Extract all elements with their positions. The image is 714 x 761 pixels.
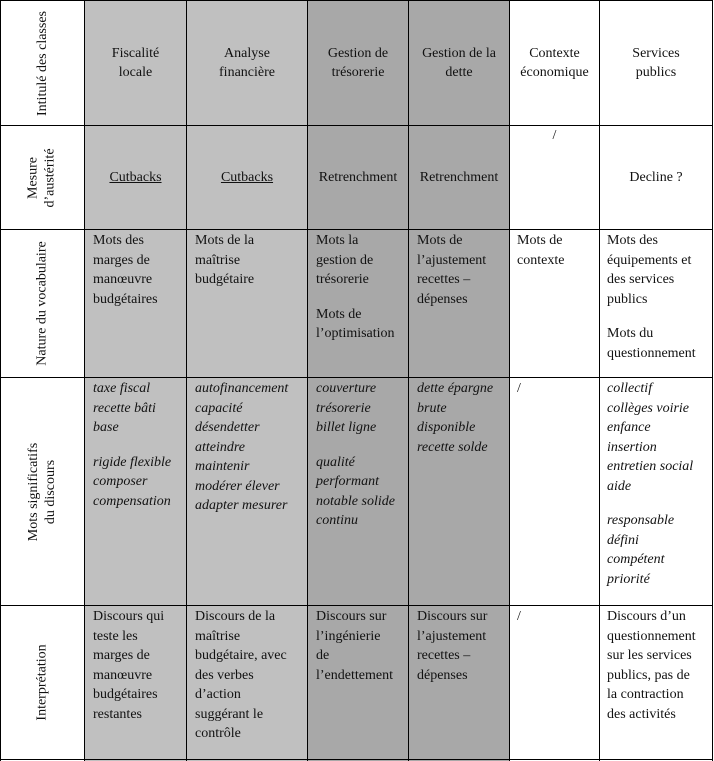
text-line: manœuvre <box>93 272 153 287</box>
title-line: Fiscalité <box>111 45 160 61</box>
keyword-line: couverture <box>316 381 377 396</box>
text-line: restantes <box>93 706 142 722</box>
keyword-line: collèges voirie <box>607 400 690 416</box>
keyword-line: insertion <box>607 439 657 455</box>
border-h2 <box>0 229 713 230</box>
title-line: Analyse <box>224 45 270 61</box>
row-header-classes-text: Intitulé des classes <box>34 10 50 116</box>
text-line: recettes – <box>417 648 471 663</box>
keyword-line: recette bâti <box>93 400 156 416</box>
row-header-interpretation-text: Interprétation <box>34 644 50 721</box>
text-line: contrôle <box>195 726 241 741</box>
keyword-line: entretien social <box>607 459 694 474</box>
mesure-value: Cutbacks <box>220 169 274 185</box>
nature-cell <box>195 231 305 290</box>
text-line: l’optimisation <box>316 326 395 341</box>
text-line: Mots des <box>93 233 144 248</box>
text-line: questionnement <box>607 345 696 361</box>
text-line: budgétaires <box>93 291 158 307</box>
text-line: Discours sur <box>316 609 387 624</box>
mesure-value: Retrenchment <box>318 169 398 185</box>
row-header-nature-text: Nature du vocabulaire <box>34 241 50 366</box>
nature-cell <box>607 231 712 363</box>
interpretation-value: / <box>517 609 521 624</box>
mesure-value: / <box>552 128 557 143</box>
title-line: Gestion de la <box>422 45 496 61</box>
title-line: publics <box>635 65 677 80</box>
keyword-line: compétent <box>607 552 665 567</box>
keyword-line: atteindre <box>195 439 246 455</box>
keyword-line: recette solde <box>417 439 488 455</box>
row-header-mots-line: du discours <box>43 459 59 524</box>
text-line: Mots la <box>316 233 359 248</box>
text-line: des verbes <box>195 667 254 683</box>
title-line: Contexte <box>529 45 580 61</box>
keyword-line: défini <box>607 532 639 548</box>
keyword-line: aide <box>607 478 632 494</box>
title-line: locale <box>118 65 153 80</box>
keyword-line: qualité <box>316 454 355 470</box>
keyword-line: taxe fiscal <box>93 381 151 396</box>
text-line: marges de <box>93 648 150 663</box>
keyword-line: collectif <box>607 381 653 396</box>
interpretation-cell <box>316 607 408 685</box>
keyword-line: composer <box>93 474 148 489</box>
keyword-line: adapter mesurer <box>195 498 288 513</box>
keyword-line: brute <box>417 400 447 416</box>
mots-value: / <box>517 381 521 396</box>
mesure-cell <box>85 126 186 229</box>
nature-cell <box>517 231 599 270</box>
text-line: dépenses <box>417 667 468 683</box>
title-line: trésorerie <box>331 65 385 80</box>
keyword-line: capacité <box>195 400 243 416</box>
title-line: Services <box>632 45 680 61</box>
text-line: l’ajustement <box>417 252 487 268</box>
text-line: Discours d’un <box>607 609 686 624</box>
keyword-line: rigide flexible <box>93 454 172 470</box>
text-line: l’ajustement <box>417 628 487 644</box>
row-header-mots-line: Mots significatifs <box>26 442 42 541</box>
keyword-line: trésorerie <box>316 400 371 416</box>
text-line: marges de <box>93 252 150 268</box>
keyword-line: performant <box>316 474 379 489</box>
keyword-line: désendetter <box>195 420 260 435</box>
keyword-line: responsable <box>607 513 675 528</box>
keyword-line: autofinancement <box>195 381 289 396</box>
mots-cell <box>517 379 599 399</box>
column-title <box>85 1 186 125</box>
text-line: dépenses <box>417 291 468 307</box>
text-line: sur les services <box>607 648 692 663</box>
text-line: de <box>316 648 330 663</box>
interpretation-cell <box>517 607 599 627</box>
row-header-classes <box>0 1 84 125</box>
keyword-line: dette épargne <box>417 381 494 396</box>
keyword-line: compensation <box>93 493 171 509</box>
keyword-line: continu <box>316 513 358 528</box>
text-line: publics, pas de <box>607 667 690 683</box>
title-line: financière <box>219 65 275 80</box>
mesure-cell <box>409 126 509 229</box>
text-line: l’endettement <box>316 667 393 683</box>
text-line: budgétaire, avec <box>195 648 287 663</box>
row-header-nature <box>0 230 84 377</box>
text-line: Mots de <box>517 233 563 248</box>
row-header-mots <box>0 378 84 605</box>
nature-cell <box>316 231 408 344</box>
mesure-value: Cutbacks <box>109 169 162 185</box>
text-line: d’action <box>195 687 241 702</box>
keyword-line: modérer élever <box>195 478 280 494</box>
border-h5 <box>0 759 713 760</box>
text-line: l’ingénierie <box>316 628 381 644</box>
text-line: questionnement <box>607 628 696 644</box>
text-line: contexte <box>517 252 565 268</box>
border-h4 <box>0 605 713 606</box>
mesure-value: Decline ? <box>629 169 683 185</box>
text-line: trésorerie <box>316 272 369 287</box>
text-line: Mots de <box>417 233 463 248</box>
text-line: budgétaires <box>93 687 158 702</box>
mots-cell <box>316 379 408 531</box>
text-line: Discours qui <box>93 609 165 624</box>
title-line: dette <box>445 65 473 80</box>
text-line: Mots des <box>607 233 658 248</box>
title-line: Gestion de <box>327 45 389 61</box>
mesure-cell <box>600 126 712 229</box>
border-v7 <box>712 0 713 761</box>
text-line: recettes – <box>417 272 471 287</box>
mots-cell <box>195 379 306 516</box>
row-header-mesure <box>0 126 84 229</box>
row-header-mesure-line: d’austérité <box>43 147 58 208</box>
column-title <box>187 1 307 125</box>
row-header-interpretation <box>0 606 84 759</box>
text-line: budgétaire <box>195 272 255 287</box>
text-line: publics <box>607 291 648 307</box>
text-line: Mots du <box>607 326 654 341</box>
row-header-mesure-line: Mesure <box>26 156 41 199</box>
text-line: des activités <box>607 706 676 722</box>
keyword-line: priorité <box>607 571 650 587</box>
column-title <box>409 1 509 125</box>
keyword-line: base <box>93 420 119 435</box>
keyword-line: notable solide <box>316 493 395 509</box>
keyword-line: billet ligne <box>316 420 377 435</box>
text-line: équipements et <box>607 252 692 268</box>
mesure-cell <box>187 126 307 229</box>
row-header-mots-text <box>25 442 59 540</box>
text-line: manœuvre <box>93 667 153 683</box>
text-line: maîtrise <box>195 628 241 644</box>
column-title <box>600 1 712 125</box>
title-line: économique <box>520 65 589 80</box>
keyword-line: enfance <box>607 420 651 435</box>
text-line: Mots de la <box>195 233 255 248</box>
mesure-cell <box>510 126 599 146</box>
column-title <box>308 1 408 125</box>
nature-cell <box>93 231 185 309</box>
mesure-value: Retrenchment <box>419 169 499 185</box>
mots-cell <box>607 379 712 589</box>
text-line: la contraction <box>607 687 684 702</box>
mesure-cell <box>308 126 408 229</box>
text-line: Discours sur <box>417 609 488 624</box>
row-header-mesure-text <box>25 148 59 207</box>
border-h3 <box>0 377 713 378</box>
text-line: suggérant le <box>195 706 264 722</box>
interpretation-cell <box>417 607 508 685</box>
interpretation-cell <box>195 607 306 744</box>
mots-cell <box>93 379 185 511</box>
column-title <box>510 1 599 125</box>
text-line: des services <box>607 272 675 287</box>
text-line: Mots de <box>316 306 362 322</box>
interpretation-cell <box>607 607 712 724</box>
text-line: teste les <box>93 628 138 644</box>
text-line: Discours de la <box>195 609 276 624</box>
keyword-line: maintenir <box>195 459 250 474</box>
keyword-line: disponible <box>417 420 476 435</box>
text-line: maîtrise <box>195 252 241 268</box>
nature-cell <box>417 231 508 309</box>
mots-cell <box>417 379 508 457</box>
text-line: gestion de <box>316 252 374 268</box>
interpretation-cell <box>93 607 185 724</box>
